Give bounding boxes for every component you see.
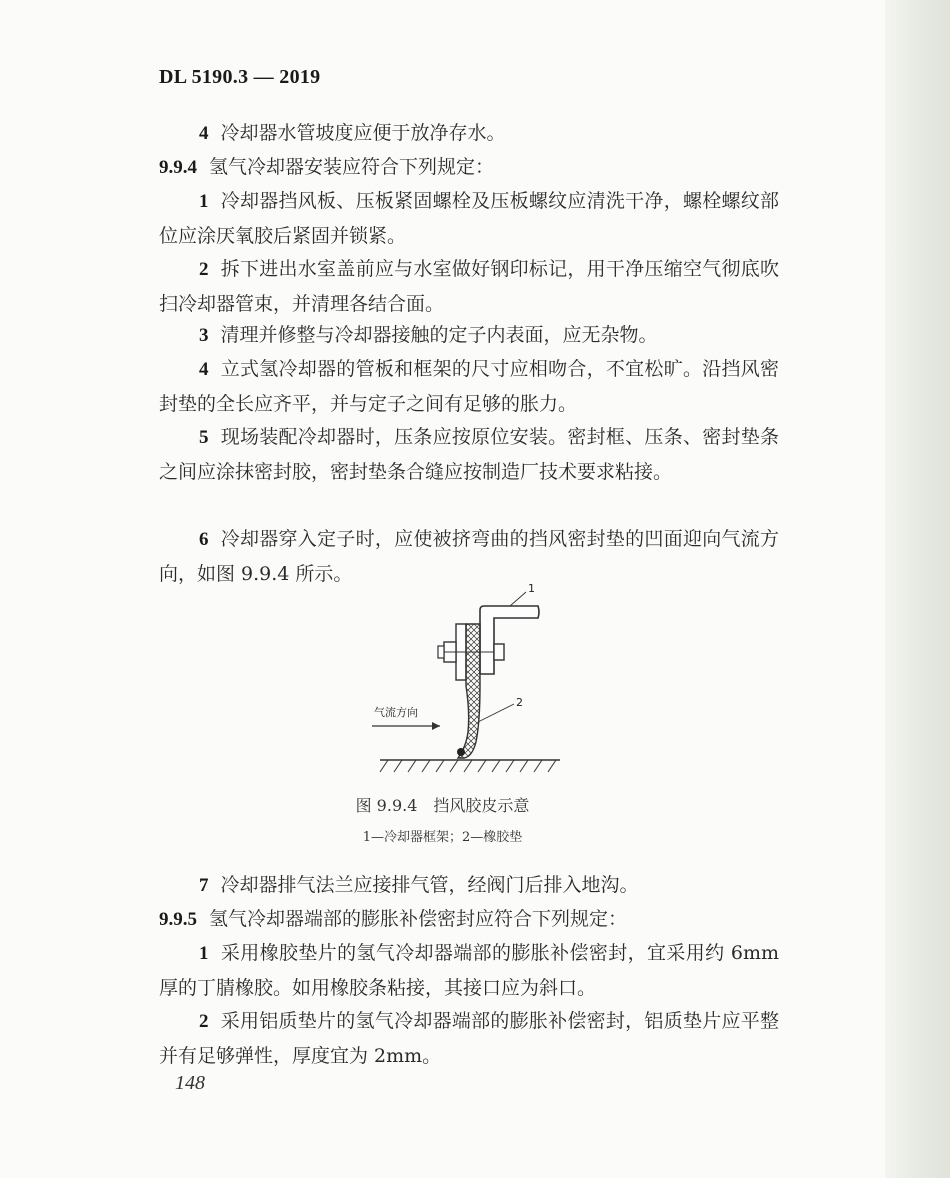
- clause-number: 2: [199, 259, 209, 280]
- bolt-stem-shape: [438, 646, 444, 658]
- callout-line-2: [478, 704, 514, 722]
- section-9-9-4: [159, 150, 779, 185]
- clause-text: 冷却器挡风板、压板紧固螺栓及压板螺纹应清洗干净，螺栓螺纹部位应涂厌氧胶后紧固并锁紧。: [159, 190, 779, 247]
- section-number: 9.9.4: [159, 157, 197, 178]
- clause-item-6-insertion: [159, 522, 779, 591]
- clause-item-7-exhaust: [159, 868, 779, 903]
- clause-item-2-aluminum-gasket: [159, 1004, 779, 1073]
- nut-shape: [494, 644, 504, 660]
- clause-item-4-tube-plate: [159, 352, 779, 421]
- clause-number: 6: [199, 529, 209, 550]
- clause-text: 冷却器排气法兰应接排气管，经阀门后排入地沟。: [220, 874, 639, 896]
- clause-number: 2: [199, 1011, 209, 1032]
- callout-line-1: [510, 592, 526, 606]
- clause-number: 1: [199, 191, 209, 212]
- figure-legend: 1—冷却器框架；2—橡胶垫: [362, 830, 523, 845]
- section-9-9-5: [159, 902, 779, 937]
- section-text: 氢气冷却器端部的膨胀补偿密封应符合下列规定：: [209, 908, 628, 930]
- figure-9-9-4-diagram: [360, 582, 590, 782]
- clause-text: 清理并修整与冷却器接触的定子内表面，应无杂物。: [220, 324, 658, 346]
- clause-text: 现场装配冷却器时，压条应按原位安装。密封框、压条、密封垫条之间应涂抹密封胶，密封垫条合缝应按制造厂技术要求粘接。: [159, 426, 779, 483]
- clause-item-4-water-pipe: [159, 116, 779, 151]
- section-text: 氢气冷却器安装应符合下列规定：: [209, 156, 495, 178]
- page-number: 148: [175, 1072, 205, 1094]
- clause-number: 4: [199, 359, 209, 380]
- gasket-tip-shape: [457, 748, 465, 756]
- clause-item-3-stator-surface: [159, 318, 779, 353]
- callout-1: 1: [528, 582, 535, 595]
- clause-text: 冷却器水管坡度应便于放净存水。: [220, 122, 506, 144]
- clause-text: 冷却器穿入定子时，应使被挤弯曲的挡风密封垫的凹面迎向气流方向，如图 9.9.4 所示。: [159, 528, 779, 585]
- cooler-frame-shape: [480, 606, 539, 674]
- clause-number: 4: [199, 123, 209, 144]
- clause-number: 1: [199, 943, 209, 964]
- clause-item-2-water-chamber: [159, 252, 779, 321]
- section-number: 9.9.5: [159, 909, 197, 930]
- clause-number: 7: [199, 875, 209, 896]
- clause-item-5-assembly: [159, 420, 779, 489]
- clause-item-1-rubber-gasket: [159, 936, 779, 1005]
- airflow-label: 气流方向: [374, 706, 418, 719]
- figure-caption: 图 9.9.4 挡风胶皮示意: [355, 796, 530, 815]
- clause-text: 拆下进出水室盖前应与水室做好钢印标记，用干净压缩空气彻底吹扫冷却器管束，并清理各结合面。: [159, 258, 779, 315]
- clause-text: 立式氢冷却器的管板和框架的尺寸应相吻合，不宜松旷。沿挡风密封垫的全长应齐平，并与定子之间有足够的胀力。: [159, 358, 779, 415]
- clause-item-1-bolts: [159, 184, 779, 253]
- callout-2: 2: [516, 696, 523, 709]
- clause-text: 采用橡胶垫片的氢气冷却器端部的膨胀补偿密封，宜采用约 6mm 厚的丁腈橡胶。如用橡胶条粘接，其接口应为斜口。: [159, 942, 779, 999]
- book-binding-edge: [885, 0, 950, 1178]
- clause-text: 采用铝质垫片的氢气冷却器端部的膨胀补偿密封，铝质垫片应平整并有足够弹性，厚度宜为 2mm。: [159, 1010, 779, 1067]
- standard-code-header: DL 5190.3 — 2019: [159, 66, 321, 88]
- clause-number: 5: [199, 427, 209, 448]
- clause-number: 3: [199, 325, 209, 346]
